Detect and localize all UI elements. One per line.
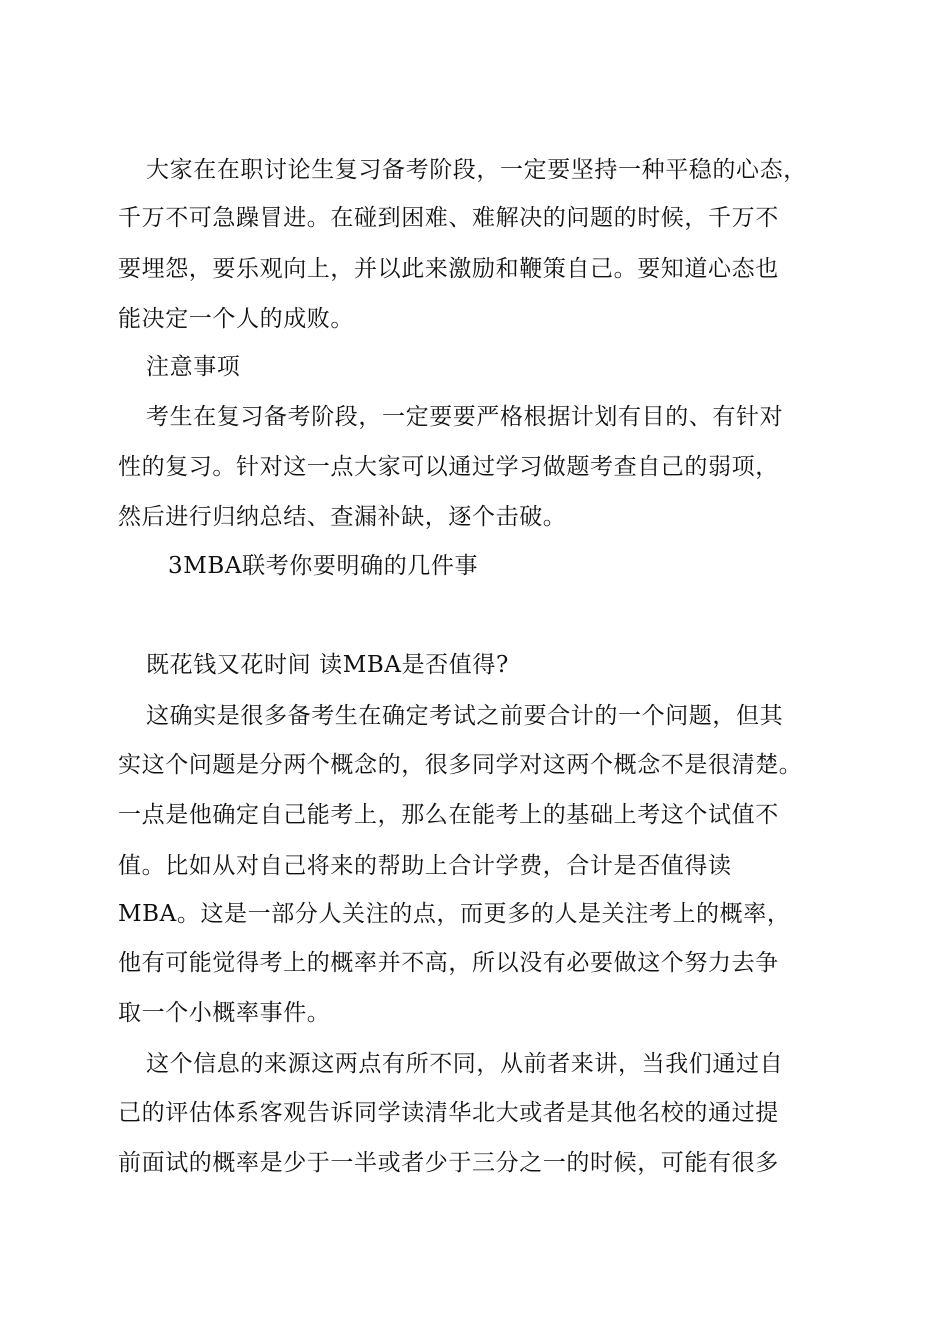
paragraph-4-line-3: 前面试的概率是少于一半或者少于三分之一的时候，可能有很多 (118, 1150, 779, 1176)
paragraph-4-line-2: 己的评估体系客观告诉同学读清华北大或者是其他名校的通过提 (118, 1100, 779, 1126)
paragraph-3-line-7: 取一个小概率事件。 (118, 1000, 331, 1026)
question-heading: 既花钱又花时间 读MBA是否值得? (146, 652, 509, 678)
paragraph-3-line-5: MBA。这是一部分人关注的点，而更多的人是关注考上的概率， (118, 901, 791, 927)
paragraph-1-line-2: 千万不可急躁冒进。在碰到困难、难解决的问题的时候，千万不 (118, 205, 779, 231)
paragraph-2-line-3: 然后进行归纳总结、查漏补缺，逐个击破。 (118, 504, 567, 530)
paragraph-1-line-4: 能决定一个人的成败。 (118, 306, 354, 332)
section-heading-mba: 3MBA联考你要明确的几件事 (168, 553, 479, 579)
paragraph-3-line-1: 这确实是很多备考生在确定考试之前要合计的一个问题，但其 (146, 703, 784, 729)
paragraph-3-line-3: 一点是他确定自己能考上，那么在能考上的基础上考这个试值不 (118, 802, 779, 828)
section-heading-notes: 注意事项 (146, 354, 241, 380)
paragraph-3-line-2: 实这个问题是分两个概念的，很多同学对这两个概念不是很清楚。 (118, 752, 803, 778)
paragraph-1-line-3: 要埋怨，要乐观向上，并以此来激励和鞭策自己。要知道心态也 (118, 256, 779, 282)
paragraph-2-line-2: 性的复习。针对这一点大家可以通过学习做题考查自己的弱项， (118, 454, 779, 480)
paragraph-3-line-6: 他有可能觉得考上的概率并不高，所以没有必要做这个努力去争 (118, 950, 779, 976)
paragraph-1-line-1: 大家在在职讨论生复习备考阶段，一定要坚持一种平稳的心态， (146, 157, 807, 183)
paragraph-4-line-1: 这个信息的来源这两点有所不同，从前者来讲，当我们通过自 (146, 1051, 784, 1077)
paragraph-2-line-1: 考生在复习备考阶段，一定要要严格根据计划有目的、有针对 (146, 404, 784, 430)
paragraph-3-line-4: 值。比如从对自己将来的帮助上合计学费，合计是否值得读 (118, 853, 732, 879)
